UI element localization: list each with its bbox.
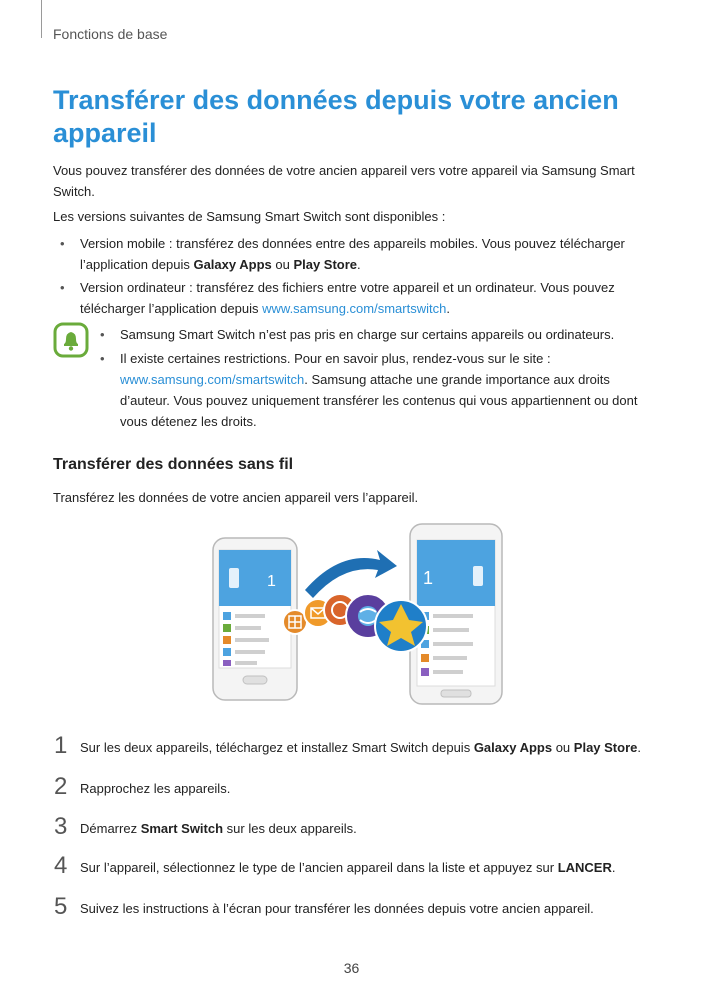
step-text: Rapprochez les appareils. xyxy=(80,781,231,796)
step-number: 2 xyxy=(54,773,68,800)
svg-text:1: 1 xyxy=(267,573,276,590)
bullet: • xyxy=(100,327,105,342)
step-text: Suivez les instructions à l’écran pour transférer les données depuis votre ancien appareil. xyxy=(80,901,594,916)
play-store-label: Play Store xyxy=(293,257,358,272)
step-number: 1 xyxy=(54,732,68,759)
step-number: 5 xyxy=(54,893,68,920)
play-store-label: Play Store xyxy=(573,740,638,755)
app-bubbles xyxy=(283,594,427,652)
intro-paragraph: Vous pouvez transférer des données de votre ancien appareil vers votre appareil via Samsung Smart Switch. xyxy=(53,163,635,199)
bullet: • xyxy=(100,351,105,366)
galaxy-apps-label: Galaxy Apps xyxy=(473,740,553,755)
step-text: Démarrez Smart Switch sur les deux appareils. xyxy=(80,821,357,836)
version-computer-item: • Version ordinateur : transférez des fichiers entre votre appareil et un ordinateur. Vous pouvez télécharger l’application depuis www.samsung.com/smartswitch. xyxy=(80,277,650,319)
svg-text:1: 1 xyxy=(423,568,434,588)
bullet: • xyxy=(60,236,65,251)
note-item: • Samsung Smart Switch n’est pas pris en charge sur certains appareils ou ordinateurs. xyxy=(120,324,650,345)
version-mobile-item: • Version mobile : transférez des données entre des appareils mobiles. Vous pouvez télécharger l’application depuis Galaxy Apps ou Play Store. xyxy=(80,233,650,275)
section-intro: Transférez les données de votre ancien appareil vers l’appareil. xyxy=(53,490,419,505)
smart-switch-label: Smart Switch xyxy=(140,821,224,836)
step-text: Sur l’appareil, sélectionnez le type de l’ancien appareil dans la liste et appuyez sur LANCER. xyxy=(80,860,616,875)
lancer-label: LANCER xyxy=(557,860,612,875)
page-rule xyxy=(41,0,42,38)
note-item: • Il existe certaines restrictions. Pour en savoir plus, rendez-vous sur le site : www.samsung.com/smartswitch. Samsung attache une grande importance aux droits d’auteur. Vous pouvez uniquement transférer les contenus qui vous appartiennent ou dont vous détenez les droits. xyxy=(120,348,650,432)
transfer-illustration xyxy=(205,520,510,710)
step-number: 3 xyxy=(54,813,68,840)
versions-intro: Les versions suivantes de Samsung Smart Switch sont disponibles : xyxy=(53,209,446,224)
step-text: Sur les deux appareils, téléchargez et installez Smart Switch depuis Galaxy Apps ou Play Store. xyxy=(80,740,641,755)
galaxy-apps-label: Galaxy Apps xyxy=(193,257,272,272)
transfer-arrow-icon xyxy=(305,550,397,598)
smartswitch-link[interactable]: www.samsung.com/smartswitch xyxy=(120,372,305,387)
bell-note-icon xyxy=(53,322,89,358)
page-title: Transférer des données depuis votre ancien appareil xyxy=(53,85,619,148)
bullet: • xyxy=(60,280,65,295)
section-subtitle: Transférer des données sans fil xyxy=(53,456,294,473)
page-number: 36 xyxy=(343,960,360,976)
smartswitch-link[interactable]: www.samsung.com/smartswitch xyxy=(262,301,447,316)
section-header: Fonctions de base xyxy=(53,26,168,42)
step-number: 4 xyxy=(54,852,68,879)
